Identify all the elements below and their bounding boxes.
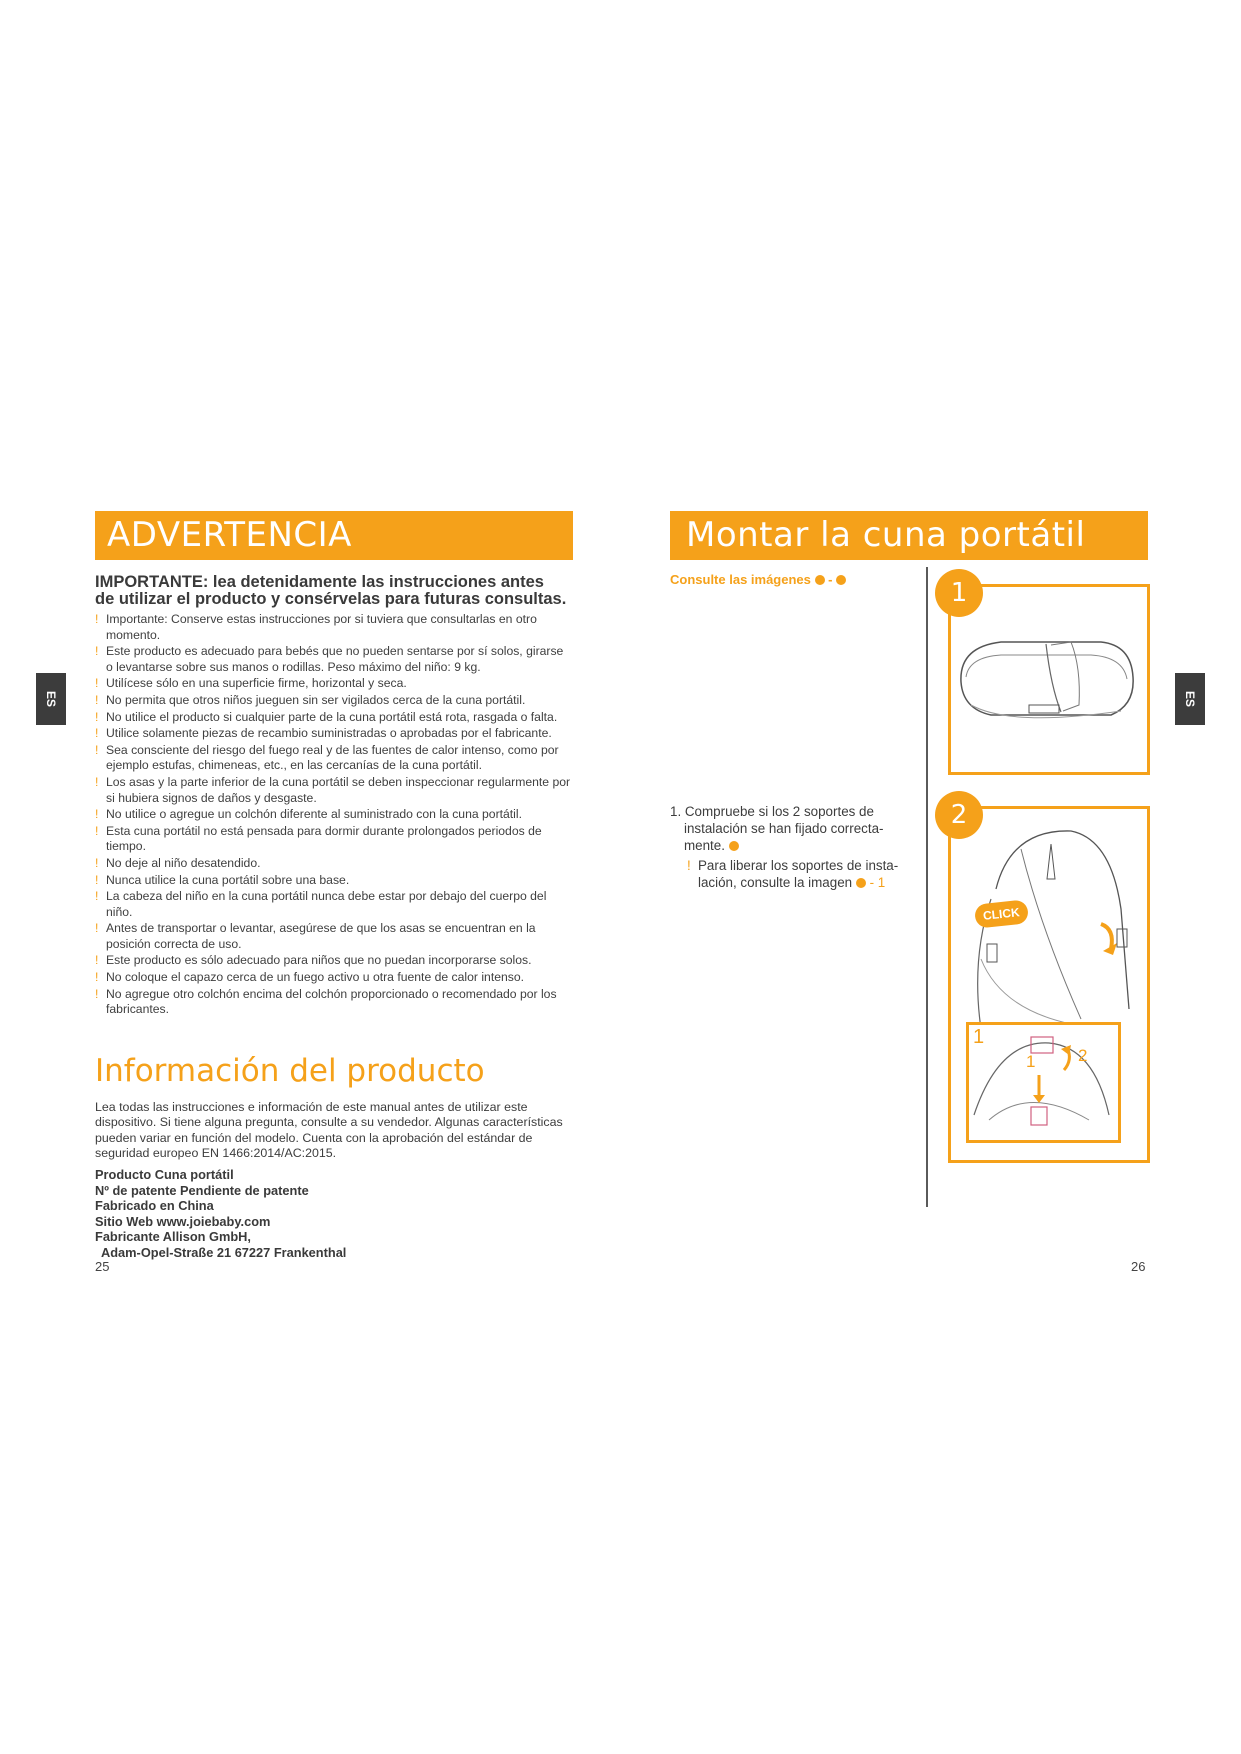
figure-2-badge	[935, 791, 983, 839]
warning-mark-icon: !	[95, 970, 99, 985]
product-info-row: Producto Cuna portátil	[95, 1167, 234, 1182]
important-line-1: IMPORTANTE: lea detenidamente las instrucciones antes	[95, 573, 544, 591]
warning-item	[95, 807, 572, 823]
warning-item	[95, 889, 572, 920]
release-detail-illustration	[969, 1025, 1118, 1140]
warning-text: No coloque el capazo cerca de un fuego activo u otra fuente de calor intenso.	[106, 970, 525, 985]
warning-mark-icon: !	[95, 889, 99, 904]
warning-item	[95, 743, 572, 774]
note-line-2: lación, consulte la imagen	[698, 875, 853, 890]
warning-item	[95, 856, 572, 872]
consult-images-note	[670, 572, 846, 587]
step-1-note	[670, 857, 920, 891]
warning-text: Utilice solamente piezas de recambio suministradas o aprobadas por el fabricante.	[106, 726, 552, 741]
warning-item	[95, 953, 572, 969]
warning-item	[95, 693, 572, 709]
warning-item	[95, 676, 572, 692]
warning-item	[95, 824, 572, 855]
warning-text: Antes de transportar o levantar, asegúrese de que los asas se encuentran en la posición correcta de uso.	[106, 921, 536, 951]
warning-banner	[95, 511, 573, 560]
product-info-row: Sitio Web www.joiebaby.com	[95, 1213, 271, 1229]
warning-mark-icon: !	[687, 858, 691, 873]
language-tab-left	[36, 673, 66, 725]
note-ref: - 1	[869, 875, 886, 890]
step-1	[670, 803, 920, 891]
important-line-2: de utilizar el producto y consérvelas para futuras consultas.	[95, 590, 567, 608]
inset-label-arrow: 1	[1026, 1052, 1036, 1071]
bassinet-illustration	[951, 587, 1147, 772]
figure-1-number: 1	[950, 578, 968, 608]
page-number-left: 25	[95, 1259, 110, 1274]
warning-mark-icon: !	[95, 742, 99, 757]
figure-1-ref-icon	[815, 575, 825, 585]
warning-mark-icon: !	[95, 872, 99, 887]
warning-text: Este producto es adecuado para bebés que no pueden sentarse por sí solos, girarse o levantarse sobre sus manos o rodillas. Peso máximo del niño: 9 kg.	[106, 644, 564, 674]
note-line-2-wrap	[698, 874, 920, 891]
warning-text: No deje al niño desatendido.	[106, 855, 261, 870]
product-info-text: Lea todas las instrucciones e información de este manual antes de utilizar este dispositivo. Si tiene alguna pregunta, consulte a su vendedor. Algunas características pueden variar en función del modelo. Cuenta con la aprobación del estándar de seguridad europeo EN 1466:2014/AC:2015.	[95, 1100, 563, 1161]
page-number-right: 26	[1131, 1259, 1146, 1274]
warning-banner-title: ADVERTENCIA	[107, 515, 352, 555]
warning-mark-icon: !	[95, 644, 99, 659]
warning-text: Esta cuna portátil no está pensada para dormir durante prolongados periodos de tiempo.	[106, 823, 542, 854]
product-info-title: Información del producto	[95, 1053, 485, 1089]
inset-label-1: 1	[973, 1026, 985, 1048]
figure-1-badge	[935, 569, 983, 617]
warning-mark-icon: !	[95, 676, 99, 691]
step-1-line-3: mente.	[684, 838, 725, 853]
assembly-banner	[670, 511, 1148, 560]
language-tab-label: ES	[43, 690, 58, 708]
warning-item	[95, 873, 572, 889]
warning-mark-icon: !	[95, 823, 99, 838]
warning-text: Sea consciente del riesgo del fuego real y de las fuentes de calor intenso, como por ejemplo estufas, chimeneas, etc., en las cercanías de la cuna portátil.	[106, 742, 559, 773]
warning-text: Importante: Conserve estas instrucciones por si tuviera que consultarlas en otro momento.	[106, 612, 537, 642]
warning-mark-icon: !	[95, 612, 99, 626]
warning-text: No agregue otro colchón encima del colchón proporcionado o recomendado por los fabricantes.	[106, 986, 557, 1017]
note-line-1: Para liberar los soportes de insta-	[698, 858, 899, 873]
warning-mark-icon: !	[95, 726, 99, 741]
language-tab-right	[1175, 673, 1205, 725]
warning-mark-icon: !	[95, 692, 99, 707]
warning-text: Este producto es sólo adecuado para niños que no puedan incorporarse solos.	[106, 953, 532, 968]
warning-mark-icon: !	[95, 807, 99, 822]
figure-2-ref-icon	[729, 841, 739, 851]
warning-text: No utilice o agregue un colchón diferente al suministrado con la cuna portátil.	[106, 807, 522, 822]
product-info-row: Nº de patente Pendiente de patente	[95, 1182, 309, 1198]
product-info-row: Fabricante Allison GmbH,	[95, 1229, 251, 1244]
step-1-line-2: instalación se han fijado correcta-	[684, 821, 884, 836]
warning-mark-icon: !	[95, 921, 99, 936]
figure-2-ref-icon	[856, 878, 866, 888]
product-info-row: Fabricado en China	[95, 1198, 214, 1213]
warning-item	[95, 612, 572, 643]
warning-mark-icon: !	[95, 855, 99, 870]
warning-item	[95, 644, 572, 675]
warning-text: Utilícese sólo en una superficie firme, horizontal y seca.	[106, 676, 407, 691]
step-1-line-3-wrap	[670, 837, 920, 854]
warning-mark-icon: !	[95, 774, 99, 789]
product-info-row: Adam-Opel-Straße 21 67227 Frankenthal	[101, 1244, 347, 1260]
column-divider	[926, 567, 928, 1207]
important-notice	[95, 574, 595, 608]
figure-2-number: 2	[950, 800, 968, 830]
warning-item	[95, 970, 572, 986]
warning-text: Nunca utilice la cuna portátil sobre una base.	[106, 872, 350, 887]
warning-mark-icon: !	[95, 709, 99, 724]
warning-text: Los asas y la parte inferior de la cuna portátil se deben inspeccionar regularmente por si hubiera signos de daños y desgaste.	[106, 774, 571, 805]
warning-item	[95, 775, 572, 806]
step-1-line-1: 1. Compruebe si los 2 soportes de	[670, 804, 874, 819]
product-info-details	[95, 1167, 346, 1260]
warning-item	[95, 921, 572, 952]
consult-text: Consulte las imágenes	[670, 572, 811, 587]
consult-separator: -	[828, 572, 833, 587]
figure-2-inset	[966, 1022, 1121, 1143]
warning-item	[95, 987, 572, 1018]
warning-list	[95, 612, 572, 1019]
inset-label-2: 2	[1078, 1046, 1088, 1065]
assembly-banner-title: Montar la cuna portátil	[686, 515, 1086, 555]
warning-text: La cabeza del niño en la cuna portátil nunca debe estar por debajo del cuerpo del niño.	[106, 889, 547, 919]
language-tab-label: ES	[1182, 690, 1197, 708]
warning-text: No utilice el producto si cualquier parte de la cuna portátil está rota, rasgada o falta.	[106, 709, 558, 724]
click-label: CLICK	[982, 905, 1021, 923]
warning-mark-icon: !	[95, 953, 99, 968]
figure-1-box	[948, 584, 1150, 775]
warning-text: No permita que otros niños jueguen sin ser vigilados cerca de la cuna portátil.	[106, 692, 526, 707]
warning-item	[95, 710, 572, 726]
warning-mark-icon: !	[95, 986, 99, 1001]
warning-item	[95, 726, 572, 742]
figure-2-ref-icon	[836, 575, 846, 585]
